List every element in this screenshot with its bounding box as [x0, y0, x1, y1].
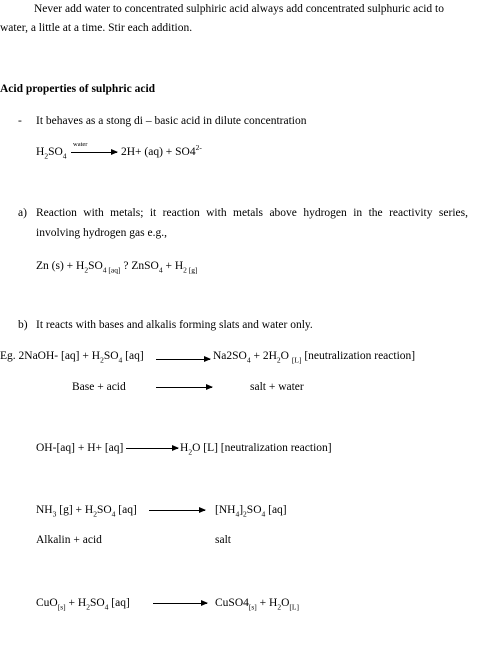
- eq1-arrow-label: water: [73, 141, 88, 148]
- nh3-label-right: salt: [215, 534, 231, 546]
- item-b-marker: b): [18, 319, 28, 331]
- intro-line-2: water, a little at a time. Stir each addition.: [0, 22, 193, 34]
- bullet-marker: -: [18, 115, 22, 127]
- intro-line-1: Never add water to concentrated sulphiric acid always add concentrated sulphuric acid to: [34, 3, 444, 15]
- equation-h2so4-dissociation: [36, 145, 67, 159]
- naoh-arrow: [156, 359, 210, 360]
- section-heading: Acid properties of sulphric acid: [0, 83, 156, 95]
- item-a-marker: a): [18, 207, 27, 219]
- eq1-reactant: $H_2SO_4$: [36, 146, 67, 161]
- word-equation-left: Base + acid: [72, 381, 126, 393]
- cuo-arrow: [153, 603, 207, 604]
- equation-nh3-left: $NH_3$ $[g] + H_2SO_4$ [aq]: [36, 504, 137, 519]
- bullet-text: It behaves as a stong di – basic acid in dilute concentration: [36, 115, 307, 127]
- eq1-products: $2H+ (aq) + SO4^{2-}$: [121, 143, 202, 158]
- item-a-line-2: involving hydrogen gas e.g.,: [36, 227, 167, 239]
- word-equation-arrow: [156, 387, 212, 388]
- equation-naoh-left: Eg. 2NaOH- $[aq] + H_2SO_4$ [aq]: [0, 350, 144, 365]
- oh-arrow: [126, 448, 178, 449]
- item-a-line-1: Reaction with metals; it reaction with metals above hydrogen in the reactivity series,: [36, 207, 468, 219]
- equation-zinc: Zn $(s) + H_2SO_{4 [aq]}$ ? ZnSO$_4$ + $H_{2 [g]}$: [36, 260, 198, 275]
- eq1-arrow: [71, 152, 117, 153]
- item-b-text: It reacts with bases and alkalis forming slats and water only.: [36, 319, 313, 331]
- equation-cuo-left: $CuO_{[s]} + H_2SO_4$ [aq]: [36, 597, 130, 612]
- equation-oh-right: $H_2O$ [L] [neutralization reaction]: [180, 442, 332, 457]
- word-equation-right: salt + water: [250, 381, 304, 393]
- equation-nh3-right: $[NH_4]_2SO_4$ [aq]: [215, 504, 287, 519]
- equation-cuo-right: $CuSO4_{[s]} + H_2O_{[L]}$: [215, 597, 299, 612]
- equation-naoh-right: $Na2SO_4 + 2H_2O$ $_{[L]}$ [neutralization reaction]: [213, 350, 416, 365]
- nh3-arrow: [149, 510, 205, 511]
- equation-oh-left: OH-[aq] + H+ [aq]: [36, 442, 124, 454]
- nh3-label-left: Alkalin + acid: [36, 534, 102, 546]
